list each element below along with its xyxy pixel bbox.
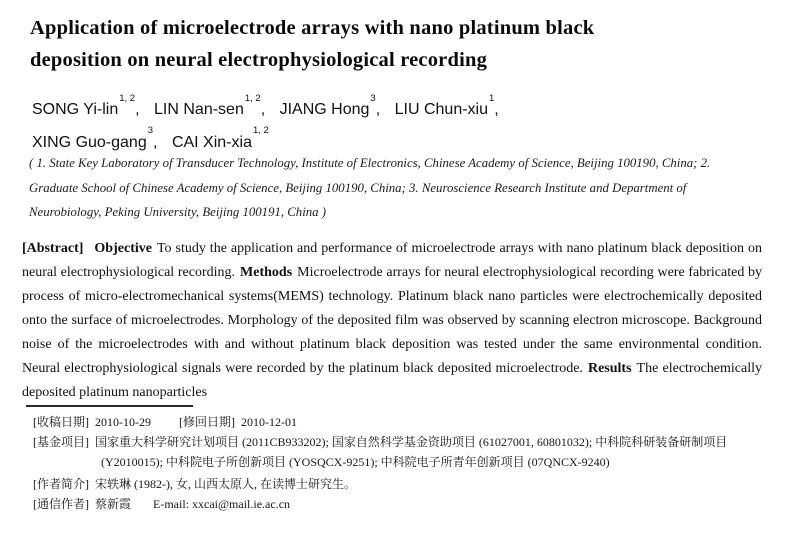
author-name	[32, 93, 150, 119]
abstract-methods-label: Methods	[240, 265, 293, 280]
author-separator: ,	[153, 133, 158, 151]
author-affiliation-superscript: 1, 2	[252, 125, 269, 137]
corresponding-author-line	[33, 494, 763, 514]
author-name	[154, 93, 275, 119]
abstract-results-label: Results	[587, 361, 632, 376]
author-name-text: JIANG Hong	[279, 101, 370, 119]
author-affiliation-superscript: 3	[370, 93, 376, 104]
abstract-objective-label: Objective	[94, 241, 152, 256]
paper-title-line2: deposition on neural electrophysiological recording	[30, 49, 488, 71]
abstract-methods-text: Microelectrode arrays for neural electrophysiological recording were fabricated by process of micro-electromechanical systems(MEMS) technology. Platinum black nano particles were electrochemically deposited onto the surface of microelectrodes. Morphology of the deposited film was observed by scanning electron microscope. Background noise of the microelectrodes with and without platinum black deposition was tested under the same environmental condition. Neural electrophysiological signals were recorded by the platinum black deposited microelectrode.	[22, 265, 763, 376]
author-name	[279, 93, 391, 119]
email-address: xxcai@mail.ie.ac.cn	[192, 497, 291, 511]
affiliations: ( 1. State Key Laboratory of Transducer Technology, Institute of Electronics, Chinese Academy of Science, Beijing 100190, China; 2. Graduate School of Chinese Academy of Science, Beijing 100190, China; 3. Neuroscience Research Institute and Department of Neurobiology, Peking University, Beijing 100191, China )	[29, 156, 711, 219]
author-bio-text: 宋轶琳 (1982-), 女, 山西太原人, 在读博士研究生。	[95, 477, 356, 491]
author-bio-line	[33, 474, 763, 494]
author-affiliation-superscript: 1	[489, 93, 495, 104]
fund-line-1	[33, 432, 763, 452]
author-separator: ,	[494, 101, 499, 119]
author-separator: ,	[375, 101, 381, 119]
fund-text-1: 国家重大科学研究计划项目 (2011CB933202); 国家自然科学基金资助项目 (61027001, 60801032); 中科院科研装备研制项目	[95, 435, 728, 449]
fund-text-2: (Y2010015); 中科院电子所创新项目 (YOSQCX-9251); 中科院电子所青年创新项目 (07QNCX-9240)	[101, 455, 610, 469]
author-name	[32, 125, 167, 151]
paper-title	[30, 12, 630, 76]
received-date-value: 2010-10-29	[95, 415, 151, 429]
received-revised-line	[33, 412, 763, 432]
author-separator: ,	[135, 101, 140, 119]
author-name-text: XING Guo-gang	[32, 133, 147, 151]
paper-title-line1: Application of microelectrode arrays with nano platinum black	[30, 17, 595, 39]
abstract-paragraph	[22, 237, 762, 405]
abstract-label: [Abstract]	[22, 241, 84, 256]
author-name-text: LIN Nan-sen	[154, 101, 244, 119]
author-affiliation-superscript: 1, 2	[119, 93, 136, 104]
abstract-results-text: The electrochemically deposited platinum nanoparticles	[22, 361, 762, 400]
author-name	[171, 125, 279, 151]
author-separator: ,	[260, 101, 266, 119]
corresponding-author-label: [通信作者]	[33, 497, 89, 511]
received-date-label: [收稿日期]	[33, 415, 89, 429]
author-bio-label: [作者简介]	[33, 477, 89, 491]
abstract-objective-text: To study the application and performance of microelectrode arrays with nano platinum black deposition on neural electrophysiological recording.	[22, 241, 762, 280]
author-name-text: CAI Xin-xia	[171, 133, 252, 151]
author-affiliation-superscript: 1, 2	[244, 93, 261, 104]
author-row-1	[32, 92, 672, 124]
author-name	[394, 93, 509, 119]
email-label: E-mail:	[153, 497, 190, 511]
revised-date-label: [修回日期]	[179, 415, 235, 429]
author-affiliation-superscript: 3	[147, 125, 154, 137]
author-name-text: SONG Yi-lin	[32, 101, 119, 119]
corresponding-author-name: 蔡新霞	[95, 497, 132, 511]
author-list	[32, 92, 672, 157]
fund-line-2	[101, 452, 763, 472]
footnotes	[33, 412, 763, 514]
author-name-text: LIU Chun-xiu	[394, 101, 488, 119]
fund-label: [基金项目]	[33, 435, 89, 449]
revised-date-value: 2010-12-01	[241, 415, 297, 429]
footnote-separator-rule	[26, 405, 193, 407]
